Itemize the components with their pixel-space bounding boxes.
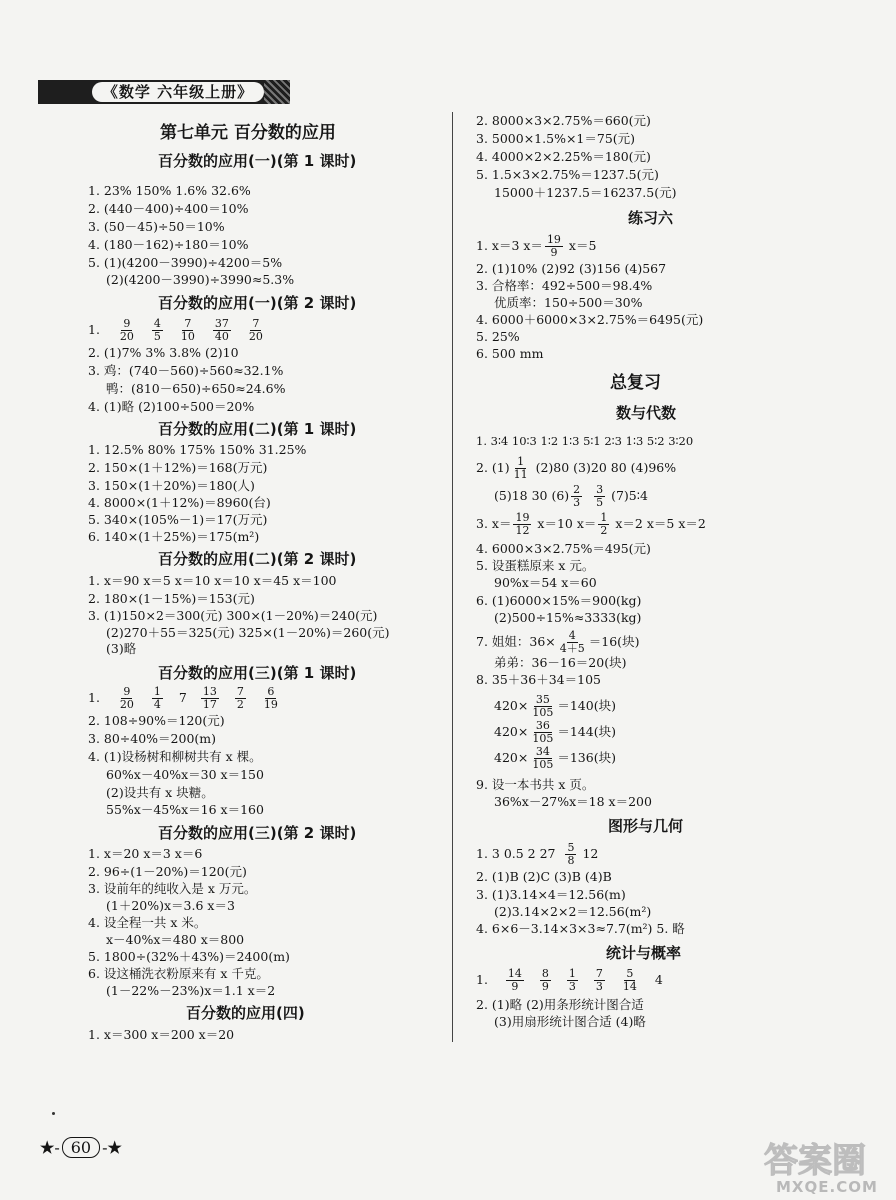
text-part: (2)80 (3)20 80 (4)96% [531,460,677,475]
section-title: 百分数的应用(二)(第 1 课时) [158,420,357,438]
fraction [213,318,231,343]
denominator: 5 [596,496,604,509]
fraction [558,630,587,655]
fraction-line [88,318,267,343]
answer-line: 3. (1)150×2＝300(元) 300×(1－20%)＝240(元) [88,608,378,623]
answer-line: 2. 96÷(1－20%)＝120(元) [88,864,247,879]
text-part: 420× [494,698,529,713]
fraction [152,318,163,343]
dash: - [102,1138,108,1157]
text-part: x＝10 x＝ [533,516,597,531]
fraction-line [476,234,596,259]
item-number: 1. [88,322,100,337]
denominator: 105 [532,732,554,745]
star-icon: ★ [40,1138,55,1157]
numerator: 1 [568,967,576,980]
denominator: 4 [153,698,161,711]
answer-line: 4. (180－162)÷180＝10% [88,237,249,252]
answer-line: 5. 1800÷(32%＋43%)＝2400(m) [88,949,290,964]
text-part: ＝136(块) [557,750,616,765]
numerator: 6 [267,685,275,698]
text-part: (7)5∶4 [607,488,648,503]
answer-line: 4. 6000＋6000×3×2.75%＝6495(元) [476,312,704,327]
item-number: 1. [88,690,100,705]
fraction-line [494,694,616,719]
numerator: 9 [123,317,131,330]
answer-line: 3. 鸡：(740－560)÷560≈32.1% [88,363,284,378]
text-part: 3. x＝ [476,516,512,531]
answer-line: 3. 5000×1.5%×1＝75(元) [476,131,636,146]
text-part: x＝5 [564,238,597,253]
section-title: 数与代数 [616,404,677,422]
answer-line: 90%x＝54 x＝60 [494,575,597,590]
answer-line: 1. x＝90 x＝5 x＝10 x＝10 x＝45 x＝100 [88,573,337,588]
fraction-line [88,686,282,711]
denominator: 40 [214,330,229,343]
answer-line: x－40%x＝480 x＝800 [106,932,245,947]
numerator: 35 [535,693,550,706]
numerator: 19 [546,233,561,246]
fraction-line [494,746,616,771]
fraction [594,968,605,993]
section-title: 图形与几何 [608,817,684,835]
watermark-text: MXQE.COM [776,1178,878,1196]
fraction-line [476,456,676,481]
section-title: 统计与概率 [606,944,682,962]
fraction [201,686,219,711]
answer-line: 2. (1)10% (2)92 (3)156 (4)567 [476,261,667,276]
page-number-value: 60 [62,1137,100,1158]
answer-line: 3. 设前年的纯收入是 x 万元。 [88,881,257,896]
denominator: 9 [541,980,549,993]
denominator: 11 [513,468,528,481]
numerator: 7 [236,685,244,698]
numerator: 37 [214,317,229,330]
denominator: 20 [248,330,263,343]
fraction [530,746,555,771]
fraction [530,694,555,719]
answer-line: 55%x－45%x＝16 x＝160 [106,802,264,817]
answer-line: 2. (1)7% 3% 3.8% (2)10 [88,345,239,360]
fraction-line [494,484,648,509]
fraction [621,968,639,993]
section-title: 百分数的应用(三)(第 1 课时) [158,664,357,682]
fraction [262,686,280,711]
denominator: 105 [532,758,554,771]
text-part: x＝2 x＝5 x＝2 [611,516,706,531]
fraction [179,318,197,343]
answer-line: 6. 500 mm [476,346,544,361]
answer-line: 3. (1)3.14×4＝12.56(m) [476,887,626,902]
denominator: 20 [119,698,134,711]
answer-line: 1. x＝300 x＝200 x＝20 [88,1027,235,1042]
answer-line: 6. 140×(1＋25%)＝175(m²) [88,529,260,544]
section-title: 百分数的应用(三)(第 2 课时) [158,824,357,842]
numerator: 1 [517,455,525,468]
star-icon: ★ [107,1138,122,1157]
numerator: 36 [535,719,550,732]
unit-title: 第七单元 百分数的应用 [160,123,336,143]
numerator: 5 [626,967,634,980]
answer-line: 1. 12.5% 80% 175% 150% 31.25% [88,442,307,457]
speck [52,1112,55,1115]
fraction-line [476,512,706,537]
answer-line: 2. 108÷90%＝120(元) [88,713,225,728]
answer-line: 1. x＝20 x＝3 x＝6 [88,846,203,861]
denominator: 105 [532,706,554,719]
dash: - [54,1138,60,1157]
answer-line: 5. 340×(105%－1)＝17(万元) [88,512,268,527]
denominator: 3 [573,496,581,509]
denominator: 20 [119,330,134,343]
answer-line: 4. 6×6－3.14×3×3≈7.7(m²) 5. 略 [476,921,685,936]
numerator: 13 [202,685,217,698]
fraction [118,686,136,711]
text-part: 7. 姐姐：36× [476,634,556,649]
section-title: 练习六 [628,209,674,227]
page-number [40,1137,122,1158]
fraction [598,512,609,537]
text-part: 12 [578,846,599,861]
answer-line: 2. (1)略 (2)用条形统计图合适 [476,997,644,1012]
answer-line: (1－22%－23%)x＝1.1 x＝2 [106,983,276,998]
numerator: 19 [515,511,530,524]
numerator: 7 [184,317,192,330]
fraction [118,318,136,343]
denominator: 8 [567,854,575,867]
whole-number: 4 [654,972,663,987]
numerator: 5 [567,841,575,854]
text-part: 2. (1) [476,460,510,475]
answer-line: 8. 35＋36＋34＝105 [476,672,601,687]
fraction-line [476,630,639,655]
fraction [540,968,551,993]
answer-line: 9. 设一本书共 x 页。 [476,777,595,792]
denominator: 14 [622,980,637,993]
fraction-list [492,967,663,993]
fraction [530,720,555,745]
text-part: ＝16(块) [588,634,640,649]
section-title: 百分数的应用(一)(第 2 课时) [158,294,357,312]
fraction [565,842,576,867]
answer-line: 5. 1.5×3×2.75%＝1237.5(元) [476,167,659,182]
answer-line: (2)270＋55＝325(元) 325×(1－20%)＝260(元) [106,625,390,640]
denominator: 17 [202,698,217,711]
answer-line: 4. (1)设杨树和柳树共有 x 棵。 [88,749,262,764]
fraction-line [494,720,616,745]
answer-line: 6. 设这桶洗衣粉原来有 x 千克。 [88,966,269,981]
answer-line: 3. 80÷40%＝200(m) [88,731,217,746]
text-part: 420× [494,750,529,765]
answer-line: 鸭：(810－650)÷650≈24.6% [106,381,286,396]
fraction [247,318,265,343]
text-part: (5)18 30 (6) [494,488,570,503]
answer-line: 优质率：150÷500＝30% [494,295,643,310]
answer-line: 2. 150×(1＋12%)＝168(万元) [88,460,268,475]
whole-number: 7 [178,690,187,705]
answer-line: 4. 4000×2×2.25%＝180(元) [476,149,651,164]
answer-line: 2. 180×(1－15%)＝153(元) [88,591,255,606]
answer-line: (2)设共有 x 块糖。 [106,785,214,800]
numerator: 3 [596,483,604,496]
book-title: 《数学 六年级上册》 [92,82,264,102]
answer-line: 3. 合格率：492÷500＝98.4% [476,278,653,293]
text-part: 1. 3 0.5 2 27 [476,846,556,861]
denominator: 2 [236,698,244,711]
answer-line: 15000＋1237.5＝16237.5(元) [494,185,677,200]
answer-line: (2)(4200－3990)÷3990≈5.3% [106,272,295,287]
answer-line: 1. 3∶4 10∶3 1∶2 1∶3 5∶1 2∶3 1∶3 5∶2 3∶20 [476,434,694,448]
answer-line: 36%x－27%x＝18 x＝200 [494,794,652,809]
answer-line: 2. (440－400)÷400＝10% [88,201,249,216]
answer-line: 4. 6000×3×2.75%＝495(元) [476,541,651,556]
denominator: 9 [511,980,519,993]
denominator: 5 [153,330,161,343]
fraction [152,686,163,711]
answer-line: (1＋20%)x＝3.6 x＝3 [106,898,235,913]
denominator: 19 [263,698,278,711]
numerator: 7 [595,967,603,980]
fraction-list [104,317,267,343]
numerator: 4 [153,317,161,330]
numerator: 1 [153,685,161,698]
fraction [594,484,605,509]
section-title: 百分数的应用(二)(第 2 课时) [158,550,357,568]
fraction-line [476,842,598,867]
denominator: 3 [595,980,603,993]
text-part: 420× [494,724,529,739]
review-title: 总复习 [610,373,661,393]
numerator: 9 [123,685,131,698]
section-title: 百分数的应用(一)(第 1 课时) [158,152,357,170]
numerator: 8 [541,967,549,980]
answer-line: 2. 8000×3×2.75%＝660(元) [476,113,651,128]
text-part: 1. x＝3 x＝ [476,238,543,253]
numerator: 4 [568,629,576,642]
fraction-list [104,685,282,711]
answer-line: 1. 23% 150% 1.6% 32.6% [88,183,251,198]
answer-line: 6. (1)6000×15%＝900(kg) [476,593,642,608]
answer-line: (2)500÷15%≈3333(kg) [494,610,642,625]
fraction [567,968,578,993]
numerator: 34 [535,745,550,758]
answer-line: (2)3.14×2×2＝12.56(m²) [494,904,652,919]
fraction [506,968,524,993]
answer-line: 5. (1)(4200－3990)÷4200＝5% [88,255,283,270]
denominator: 10 [180,330,195,343]
text-part: ＝144(块) [557,724,616,739]
denominator: 2 [600,524,608,537]
denominator: 12 [515,524,530,537]
denominator: 3 [568,980,576,993]
fraction [235,686,246,711]
numerator: 2 [573,483,581,496]
answer-line: 4. (1)略 (2)100÷500＝20% [88,399,255,414]
fraction [512,456,530,481]
answer-line: 5. 25% [476,329,520,344]
answer-line: 4. 8000×(1＋12%)＝8960(台) [88,495,271,510]
answer-line: (3)略 [106,641,137,656]
numerator: 7 [252,317,260,330]
answer-line: 5. 设蛋糕原来 x 元。 [476,558,595,573]
column-divider [452,112,453,1042]
fraction [513,512,531,537]
numerator: 1 [600,511,608,524]
answer-line: (3)用扇形统计图合适 (4)略 [494,1014,646,1029]
section-title: 百分数的应用(四) [186,1004,305,1022]
watermark-logo-text: 答案圈 [764,1141,866,1181]
denominator: 4＋5 [559,642,585,655]
answer-line: 3. 150×(1＋20%)＝180(人) [88,478,255,493]
fraction [545,234,563,259]
answer-line: 4. 设全程一共 x 米。 [88,915,207,930]
answer-line: 3. (50－45)÷50＝10% [88,219,225,234]
text-part: ＝140(块) [557,698,616,713]
item-number: 1. [476,972,488,987]
answer-line: 弟弟：36－16＝20(块) [494,655,627,670]
fraction [571,484,582,509]
denominator: 9 [550,246,558,259]
numerator: 14 [507,967,522,980]
fraction-line [476,968,663,993]
answer-line: 60%x－40%x＝30 x＝150 [106,767,264,782]
answer-line: 2. (1)B (2)C (3)B (4)B [476,869,612,884]
